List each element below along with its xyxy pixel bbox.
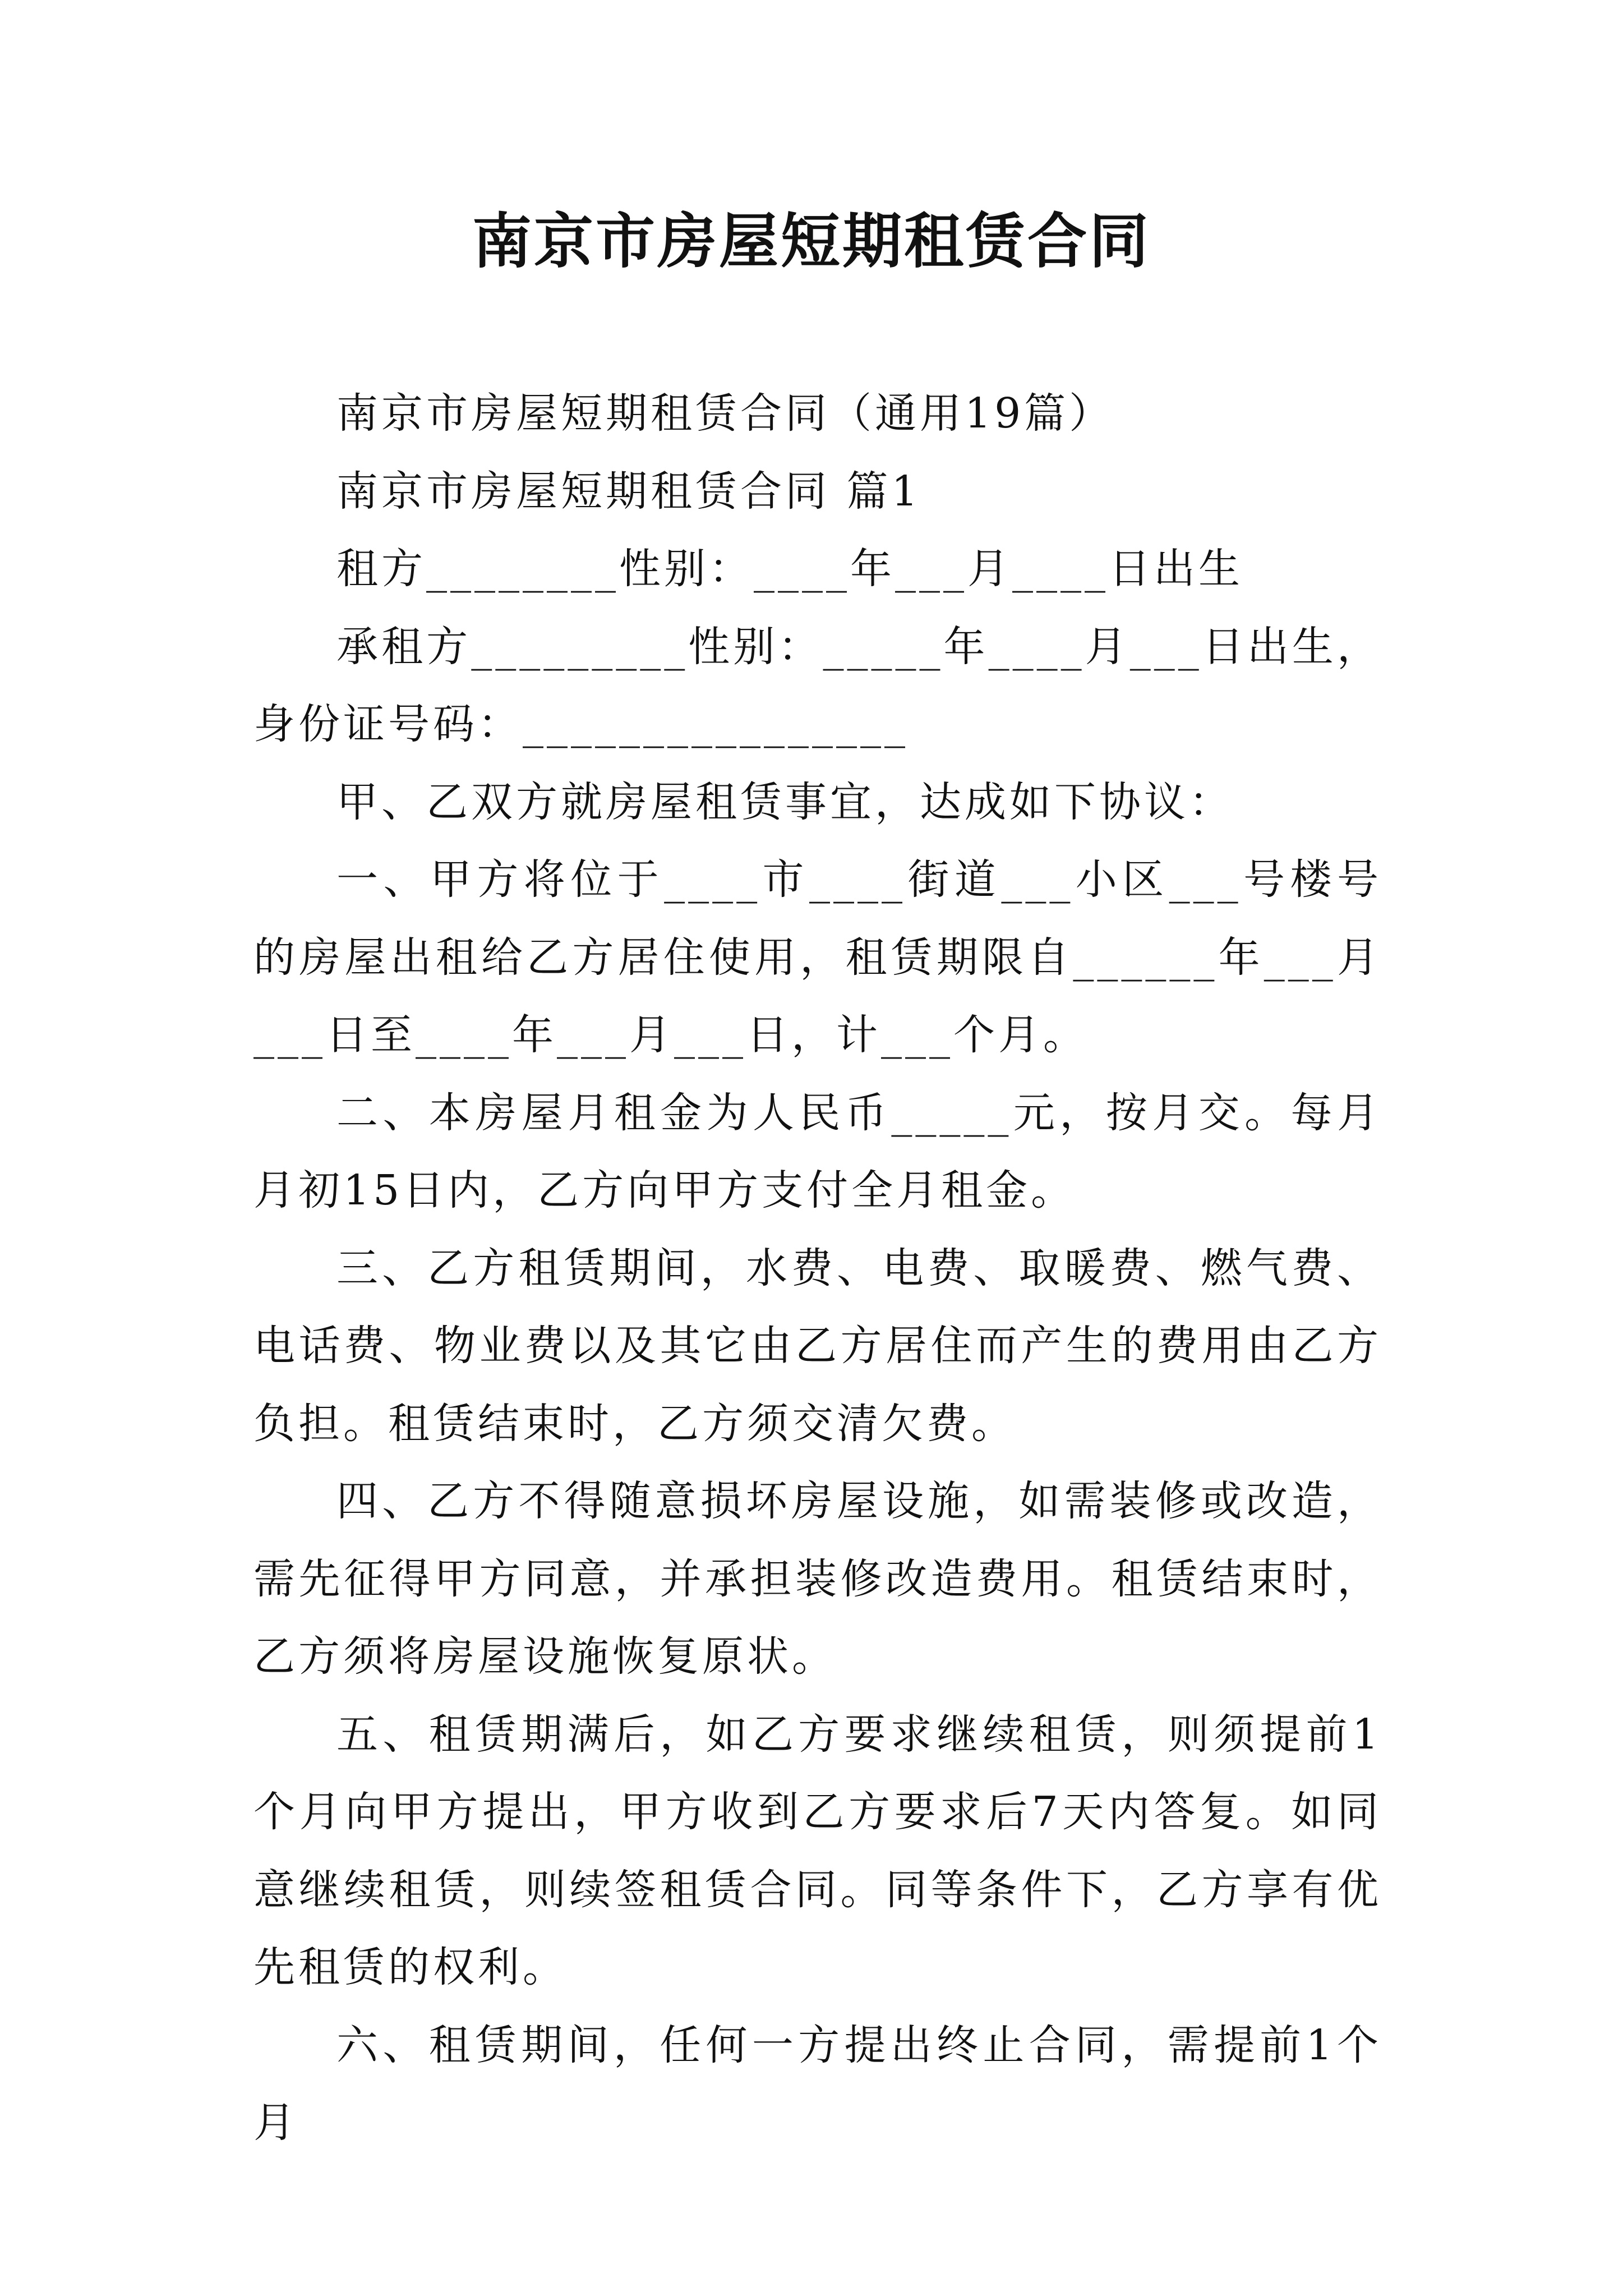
clause-1: 一、甲方将位于____市____街道___小区___号楼号的房屋出租给乙方居住使用，租赁期限自______年___月___日至____年___月___日，计___个月。: [253, 855, 1382, 1059]
clause-6: 六、租赁期间，任何一方提出终止合同，需提前1个月: [253, 2021, 1382, 2147]
document-title: 南京市房屋短期租赁合同: [472, 206, 1151, 276]
clause-2: 二、本房屋月租金为人民币_____元，按月交。每月月初15日内，乙方向甲方支付全月租金。: [253, 1088, 1382, 1214]
lessor-info-line: 租方________性别：____年___月____日出生: [336, 545, 1243, 593]
document-body: [253, 375, 1382, 2162]
lessee-info-line: 承租方_________性别：_____年____月___日出生，身份证号码：________________: [253, 622, 1382, 748]
clause-4: 四、乙方不得随意损坏房屋设施，如需装修或改造，需先征得甲方同意，并承担装修改造费用。租赁结束时，乙方须将房屋设施恢复原状。: [253, 1477, 1382, 1681]
clause-3: 三、乙方租赁期间，水费、电费、取暖费、燃气费、电话费、物业费以及其它由乙方居住而产生的费用由乙方负担。租赁结束时，乙方须交清欠费。: [253, 1244, 1382, 1448]
agreement-intro: 甲、乙双方就房屋租赁事宜，达成如下协议：: [336, 777, 1234, 826]
section-heading: 南京市房屋短期租赁合同 篇1: [336, 467, 921, 516]
clause-5: 五、租赁期满后，如乙方要求继续租赁，则须提前1个月向甲方提出，甲方收到乙方要求后7天内答复。如同意继续租赁，则续签租赁合同。同等条件下，乙方享有优先租赁的权利。: [253, 1710, 1382, 1991]
document-subtitle: 南京市房屋短期租赁合同（通用19篇）: [336, 389, 1114, 438]
